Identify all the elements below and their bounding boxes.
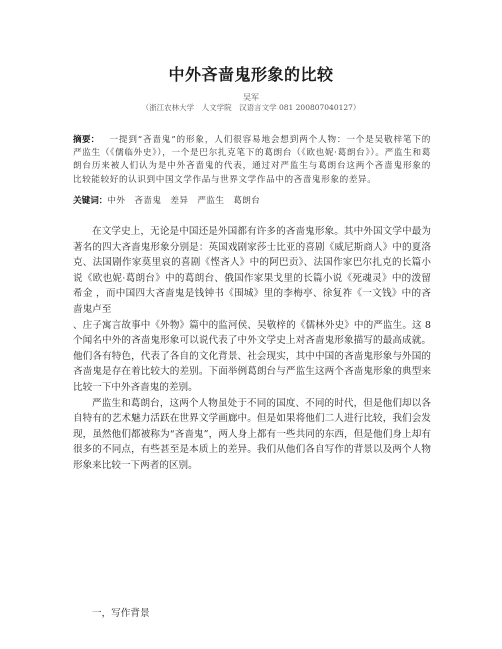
author-name: 吴军 bbox=[243, 93, 259, 102]
keywords bbox=[73, 194, 431, 206]
keywords-text: 中外 吝啬鬼 差异 严监生 葛朗台 bbox=[107, 196, 261, 206]
section-heading: 一，写作背景 bbox=[92, 608, 150, 619]
abstract-label: 摘要： bbox=[73, 135, 100, 145]
abstract-text: 一提到“吝啬鬼”的形象，人们很容易地会想到两个人物：一个是吴敬梓笔下的严监生（《儒临外史》），一个是巴尔扎克笔下的葛朗台（《欧也妮·葛朗台》）。严监生和葛朗台历来被人们认为是中外吝啬鬼的代表，通过对严监生与葛朗台这两个吝啬鬼形象的比较能较好的认识到中国文学作品与世界文学作品中的吝啬鬼形象的差异。 bbox=[73, 135, 431, 185]
paper-title: 中外吝啬鬼形象的比较 bbox=[168, 65, 334, 84]
author-affiliation: （浙江农林大学 人文学院 汉语言文学 081 200807040127） bbox=[141, 103, 361, 112]
keywords-label: 关键词： bbox=[73, 196, 108, 206]
body-paragraph-1: 在文学史上，无论是中国还是外国都有许多的吝啬鬼形象。其中外国文学中最为著名的四大吝啬鬼形象分别是：英国戏剧家莎士比亚的喜剧《威尼斯商人》中的夏洛克、法国剧作家莫里哀的喜剧《悭吝人》中的阿巴贡》、法国作家巴尔扎克的长篇小说《欧也妮·葛朗台》中的葛朗台、俄国作家果戈里的长篇小说《死魂灵》中的泼留希金 ，而中国四大吝啬鬼是钱钟书《围城》里的李梅亭、徐复祚《一文钱》中的吝啬鬼卢至 bbox=[73, 226, 431, 315]
abstract bbox=[73, 134, 431, 187]
body-text bbox=[73, 224, 431, 474]
body-paragraph-2: 、庄子寓言故事中《外物》篇中的监河侯、吴敬梓的《儒林外史》中的严监生。这 8 个闻名中外的吝啬鬼形象可以说代表了中外文学史上对吝啬鬼形象描写的最高成就。他们各有特色，代表了各自的文化背景、社会现实，其中中国的吝啬鬼形象与外国的吝啬鬼是存在着比较大的差别。下面举例葛朗台与严监生这两个吝啬鬼形象的典型来比较一下中外吝啬鬼的差别。 bbox=[73, 319, 431, 393]
body-paragraph-3: 严监生和葛朗台，这两个人物虽处于不同的国度、不同的时代，但是他们却以各自特有的艺术魅力活跃在世界文学画廊中。但是如果将他们二人进行比较，我们会发现，虽然他们都被称为“吝啬鬼”，两人身上都有一些共同的东西，但是他们身上却有很多的不同点，有些甚至是本质上的差异。我们从他们各自写作的背景以及两个人物形象来比较一下两者的区别。 bbox=[73, 397, 431, 471]
